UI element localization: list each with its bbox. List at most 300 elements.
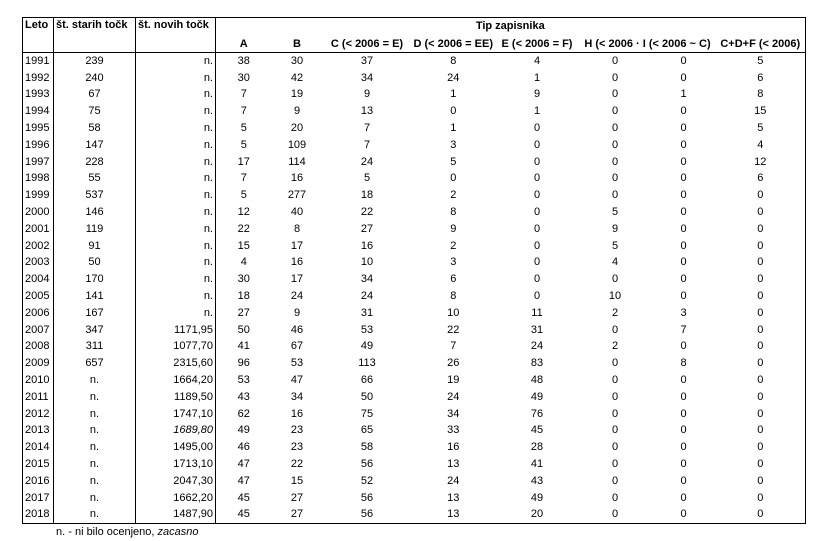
- table-row: [23, 439, 806, 456]
- cell-year: 2007: [23, 322, 54, 339]
- cell-type-e: 11: [531, 306, 543, 319]
- cell-type-cdf: 0: [716, 255, 805, 272]
- cell-type-d: 13: [447, 458, 460, 471]
- table-row: [23, 87, 806, 104]
- cell-type-e: 1: [533, 105, 541, 118]
- cell-type-b: 277: [287, 189, 307, 202]
- cell-new-points: 1664,20: [136, 372, 216, 389]
- cell-type-a: 30: [237, 273, 250, 286]
- cell-type-i: 0: [680, 189, 687, 202]
- cell-new-points: n.: [136, 154, 216, 171]
- cell-type-b: 23: [290, 441, 304, 454]
- header-type-b: B: [272, 35, 323, 53]
- cell-type-h: 0: [611, 407, 619, 420]
- cell-type-i: 0: [680, 441, 687, 454]
- cell-type-a: 62: [237, 407, 250, 420]
- table-row: [23, 339, 806, 356]
- cell-year: 2004: [23, 271, 54, 288]
- cell-new-points: n.: [136, 305, 216, 322]
- cell-type-d: 1: [450, 122, 457, 135]
- cell-new-points: n.: [136, 87, 216, 104]
- cell-type-e: 0: [533, 206, 541, 219]
- cell-type-cdf: 0: [716, 507, 805, 524]
- table-row: [23, 221, 806, 238]
- cell-type-cdf: 5: [716, 120, 805, 137]
- cell-type-b: 8: [293, 222, 301, 235]
- cell-type-i: 0: [680, 138, 687, 151]
- cell-type-c: 34: [360, 273, 374, 286]
- cell-type-d: 24: [447, 474, 460, 487]
- cell-type-c: 49: [360, 340, 374, 353]
- cell-type-c: 24: [360, 290, 374, 303]
- cell-year: 1999: [23, 187, 54, 204]
- cell-type-h: 0: [611, 88, 619, 101]
- cell-old-points: n.: [54, 473, 136, 490]
- cell-type-b: 9: [293, 105, 301, 118]
- cell-type-e: 24: [530, 340, 544, 353]
- cell-new-points: n.: [136, 103, 216, 120]
- cell-type-a: 18: [237, 290, 250, 303]
- cell-type-h: 0: [611, 273, 619, 286]
- cell-type-h: 10: [608, 290, 622, 303]
- cell-old-points: 119: [54, 221, 136, 238]
- cell-type-c: 50: [360, 390, 374, 403]
- cell-old-points: 347: [54, 322, 136, 339]
- cell-type-b: 15: [290, 474, 304, 487]
- cell-type-i: 0: [680, 458, 687, 471]
- cell-type-e: 0: [533, 155, 541, 168]
- cell-type-cdf: 0: [716, 473, 805, 490]
- table-row: [23, 322, 806, 339]
- cell-year: 1997: [23, 154, 54, 171]
- cell-new-points: n.: [136, 255, 216, 272]
- cell-type-c: 56: [360, 491, 374, 504]
- cell-type-h: 0: [611, 357, 619, 370]
- table-row: [23, 271, 806, 288]
- cell-type-e: 9: [533, 88, 541, 101]
- cell-type-d: 7: [450, 340, 457, 353]
- header-year: Leto: [23, 18, 54, 53]
- cell-type-a: 5: [240, 138, 247, 151]
- cell-type-h: 0: [611, 441, 619, 454]
- cell-old-points: 67: [54, 87, 136, 104]
- cell-type-c: 65: [360, 424, 374, 437]
- cell-new-points: 1713,10: [136, 456, 216, 473]
- cell-type-d: 3: [450, 256, 457, 269]
- cell-type-h: 0: [611, 155, 619, 168]
- cell-type-a: 5: [240, 122, 247, 135]
- cell-old-points: n.: [54, 372, 136, 389]
- cell-type-c: 58: [360, 441, 374, 454]
- cell-type-i: 0: [680, 474, 687, 487]
- cell-type-b: 42: [290, 71, 304, 84]
- cell-type-i: 8: [680, 357, 687, 370]
- cell-type-cdf: 0: [716, 372, 805, 389]
- cell-type-h: 0: [611, 424, 619, 437]
- cell-old-points: 75: [54, 103, 136, 120]
- cell-old-points: n.: [54, 406, 136, 423]
- cell-old-points: n.: [54, 490, 136, 507]
- cell-new-points: n.: [136, 171, 216, 188]
- cell-type-h: 0: [611, 54, 619, 67]
- cell-type-a: 7: [240, 88, 247, 101]
- cell-year: 2018: [23, 507, 54, 524]
- cell-old-points: 167: [54, 305, 136, 322]
- cell-type-h: 5: [611, 206, 619, 219]
- cell-type-b: 34: [290, 390, 304, 403]
- cell-type-e: 48: [530, 374, 544, 387]
- cell-type-a: 45: [216, 507, 272, 524]
- cell-type-h: 0: [611, 189, 619, 202]
- cell-type-cdf: 12: [716, 154, 805, 171]
- cell-type-b: 27: [290, 491, 304, 504]
- cell-type-a: 22: [237, 222, 250, 235]
- cell-type-d: 16: [447, 441, 460, 454]
- cell-type-cdf: 0: [716, 187, 805, 204]
- cell-type-i: 0: [680, 340, 687, 353]
- cell-type-h: 0: [611, 474, 619, 487]
- cell-type-d: 33: [447, 424, 460, 437]
- header-type-a: A: [216, 35, 272, 53]
- cell-type-e: 45: [530, 424, 544, 437]
- table-row: [23, 389, 806, 406]
- table-row: [23, 355, 806, 372]
- cell-type-c: 53: [360, 323, 374, 336]
- cell-year: 2013: [23, 423, 54, 440]
- cell-new-points: n.: [136, 137, 216, 154]
- cell-type-d: 26: [447, 357, 460, 370]
- cell-type-c: 52: [360, 474, 374, 487]
- cell-year: 2002: [23, 238, 54, 255]
- cell-type-h: 0: [611, 323, 619, 336]
- cell-type-a: 49: [237, 424, 250, 437]
- footnote-italic-text: zacasno: [157, 526, 199, 538]
- cell-type-d: 8: [450, 206, 457, 219]
- cell-new-points: 1077,70: [136, 339, 216, 356]
- header-type-c: C (< 2006 = E): [323, 35, 412, 53]
- cell-type-e: 0: [533, 239, 541, 252]
- cell-old-points: 311: [54, 339, 136, 356]
- cell-type-h: 0: [611, 491, 619, 504]
- cell-new-points: n.: [136, 187, 216, 204]
- cell-type-e: 4: [533, 54, 541, 67]
- table-row: [23, 423, 806, 440]
- cell-year: 2005: [23, 288, 54, 305]
- cell-type-i: 1: [680, 88, 687, 101]
- cell-year: 1995: [23, 120, 54, 137]
- cell-year: 2012: [23, 406, 54, 423]
- cell-type-cdf: 0: [716, 355, 805, 372]
- cell-type-e: 0: [533, 273, 541, 286]
- cell-type-d: 24: [447, 390, 460, 403]
- cell-type-c: 113: [358, 357, 376, 370]
- cell-type-e: 20: [495, 507, 579, 524]
- cell-new-points: 2047,30: [136, 473, 216, 490]
- cell-type-b: 47: [290, 374, 304, 387]
- cell-type-h: 0: [611, 71, 619, 84]
- cell-type-a: 27: [237, 306, 250, 319]
- cell-type-b: 23: [290, 424, 304, 437]
- footnote-text: n. - ni bilo ocenjeno,: [56, 526, 158, 538]
- cell-new-points: n.: [136, 120, 216, 137]
- cell-type-cdf: 0: [716, 339, 805, 356]
- cell-type-e: 0: [533, 189, 541, 202]
- cell-type-cdf: 0: [716, 204, 805, 221]
- table-row: [23, 288, 806, 305]
- cell-year: 1998: [23, 171, 54, 188]
- cell-old-points: 239: [54, 53, 136, 70]
- cell-type-d: 3: [450, 138, 457, 151]
- cell-new-points: 1487,90: [136, 507, 216, 524]
- cell-type-d: 9: [450, 222, 457, 235]
- cell-old-points: n.: [54, 439, 136, 456]
- cell-type-e: 28: [530, 441, 544, 454]
- cell-type-c: 66: [360, 374, 374, 387]
- cell-year: 2016: [23, 473, 54, 490]
- cell-type-b: 17: [290, 239, 304, 252]
- table-row: [23, 456, 806, 473]
- cell-type-c: 7: [363, 138, 371, 151]
- header-new-points: št. novih točk: [136, 18, 216, 53]
- cell-type-h: 2: [611, 340, 619, 353]
- cell-type-d: 8: [450, 54, 457, 67]
- header-type-h-i: H (< 2006 · I (< 2006 ~ C): [579, 35, 716, 53]
- cell-old-points: n.: [54, 423, 136, 440]
- cell-type-a: 4: [240, 256, 247, 269]
- cell-type-e: 76: [530, 407, 544, 420]
- table-row: [23, 372, 806, 389]
- cell-type-c: 9: [363, 88, 371, 101]
- cell-type-c: 13: [360, 105, 374, 118]
- cell-type-cdf: 0: [716, 439, 805, 456]
- cell-old-points: 170: [54, 271, 136, 288]
- cell-type-h: 0: [611, 172, 619, 185]
- cell-type-cdf: 0: [716, 456, 805, 473]
- cell-type-cdf: 0: [716, 490, 805, 507]
- cell-type-a: 12: [237, 206, 250, 219]
- cell-year: 1992: [23, 70, 54, 87]
- cell-type-h: 0: [611, 374, 619, 387]
- cell-old-points: 58: [54, 120, 136, 137]
- cell-type-a: 15: [237, 239, 250, 252]
- cell-type-i: 0: [680, 407, 687, 420]
- table-row: [23, 187, 806, 204]
- cell-type-i: 0: [680, 222, 687, 235]
- cell-year: 2006: [23, 305, 54, 322]
- cell-type-c: 56: [360, 458, 374, 471]
- cell-type-cdf: 0: [716, 406, 805, 423]
- cell-type-i: 0: [680, 273, 687, 286]
- cell-old-points: 147: [54, 137, 136, 154]
- table-row: [23, 171, 806, 188]
- cell-type-a: 5: [240, 189, 247, 202]
- cell-type-a: 45: [237, 491, 250, 504]
- cell-type-i: 0: [680, 172, 687, 185]
- cell-type-a: 47: [237, 474, 250, 487]
- cell-type-i: 0: [680, 71, 687, 84]
- cell-new-points: 1171,95: [136, 322, 216, 339]
- cell-type-d: 0: [450, 172, 457, 185]
- cell-type-b: 19: [290, 88, 304, 101]
- cell-type-a: 38: [237, 54, 250, 67]
- cell-type-b: 114: [288, 155, 306, 168]
- cell-type-h: 5: [611, 239, 619, 252]
- cell-type-e: 0: [533, 138, 541, 151]
- cell-type-cdf: 0: [716, 221, 805, 238]
- table-row: [23, 305, 806, 322]
- cell-type-b: 67: [290, 340, 304, 353]
- cell-year: 2008: [23, 339, 54, 356]
- cell-type-c: 31: [360, 306, 374, 319]
- cell-type-b: 40: [290, 206, 304, 219]
- cell-new-points: n.: [136, 53, 216, 70]
- cell-old-points: 240: [54, 70, 136, 87]
- cell-type-cdf: 0: [716, 389, 805, 406]
- cell-type-h: 9: [611, 222, 619, 235]
- cell-type-h: 0: [611, 122, 619, 135]
- cell-type-b: 53: [290, 357, 304, 370]
- cell-type-c: 75: [360, 407, 374, 420]
- cell-type-cdf: 0: [716, 423, 805, 440]
- cell-type-b: 109: [287, 138, 307, 151]
- cell-type-i: 0: [680, 155, 687, 168]
- cell-new-points: n.: [136, 221, 216, 238]
- cell-type-d: 1: [450, 88, 457, 101]
- table-row: [23, 204, 806, 221]
- cell-year: 2014: [23, 439, 54, 456]
- cell-type-a: 7: [240, 105, 247, 118]
- cell-type-a: 46: [237, 441, 250, 454]
- cell-type-h: 0: [611, 390, 619, 403]
- table-row: [23, 103, 806, 120]
- cell-old-points: 537: [54, 187, 136, 204]
- cell-type-e: 49: [530, 390, 544, 403]
- cell-type-c: 37: [360, 54, 374, 67]
- cell-type-d: 0: [450, 105, 457, 118]
- cell-type-h: 0: [611, 105, 619, 118]
- cell-type-e: 0: [533, 256, 541, 269]
- header-type-cdf: C+D+F (< 2006): [716, 35, 805, 53]
- cell-type-e: 0: [533, 122, 541, 135]
- table-row: [23, 70, 806, 87]
- cell-type-cdf: 4: [716, 137, 805, 154]
- header-type-d: D (< 2006 = EE): [412, 35, 496, 53]
- cell-type-a: 43: [237, 390, 250, 403]
- cell-old-points: n.: [54, 507, 136, 524]
- cell-type-h: 0: [611, 138, 619, 151]
- data-table: [22, 17, 806, 524]
- cell-type-cdf: 5: [716, 53, 805, 70]
- cell-type-a: 17: [237, 155, 250, 168]
- cell-type-b: 30: [290, 54, 304, 67]
- cell-type-i: 7: [680, 323, 687, 336]
- header-old-points: št. starih točk: [54, 18, 136, 53]
- table-row: [23, 154, 806, 171]
- cell-type-i: 0: [651, 507, 716, 524]
- cell-year: 2001: [23, 221, 54, 238]
- cell-type-a: 96: [237, 357, 250, 370]
- cell-type-i: 0: [680, 374, 687, 387]
- cell-type-i: 0: [680, 105, 687, 118]
- cell-type-e: 31: [530, 323, 544, 336]
- cell-type-cdf: 0: [716, 305, 805, 322]
- cell-type-e: 41: [530, 458, 544, 471]
- cell-old-points: 50: [54, 255, 136, 272]
- cell-type-i: 0: [680, 424, 687, 437]
- cell-type-cdf: 6: [716, 70, 805, 87]
- table-row: [23, 137, 806, 154]
- cell-old-points: 91: [54, 238, 136, 255]
- cell-new-points: 2315,60: [136, 355, 216, 372]
- cell-old-points: 55: [54, 171, 136, 188]
- footnote: [56, 526, 199, 538]
- cell-year: 2003: [23, 255, 54, 272]
- cell-type-a: 7: [240, 172, 247, 185]
- cell-type-cdf: 0: [716, 288, 805, 305]
- cell-type-h: 0: [579, 507, 651, 524]
- table-row: [23, 490, 806, 507]
- cell-type-b: 16: [290, 172, 304, 185]
- cell-type-e: 49: [530, 491, 544, 504]
- cell-type-e: 1: [533, 71, 541, 84]
- table-row: [23, 238, 806, 255]
- cell-type-b: 46: [290, 323, 304, 336]
- data-table-container: [22, 17, 806, 524]
- cell-new-points: n.: [136, 238, 216, 255]
- cell-type-d: 24: [447, 71, 460, 84]
- table-row: [23, 473, 806, 490]
- cell-type-d: 2: [450, 189, 457, 202]
- cell-year: 1996: [23, 137, 54, 154]
- cell-year: 1991: [23, 53, 54, 70]
- cell-type-d: 13: [447, 491, 460, 504]
- cell-old-points: n.: [54, 456, 136, 473]
- cell-type-e: 0: [533, 290, 541, 303]
- cell-type-e: 0: [533, 172, 541, 185]
- table-body: [23, 53, 806, 524]
- table-row: [23, 53, 806, 70]
- cell-year: 2015: [23, 456, 54, 473]
- cell-type-i: 0: [680, 491, 687, 504]
- cell-type-b: 9: [293, 306, 301, 319]
- cell-year: 2009: [23, 355, 54, 372]
- cell-new-points: n.: [136, 204, 216, 221]
- cell-type-cdf: 0: [716, 271, 805, 288]
- cell-new-points: 1747,10: [136, 406, 216, 423]
- cell-type-c: 24: [360, 155, 374, 168]
- cell-type-i: 0: [680, 256, 687, 269]
- cell-new-points: n.: [136, 70, 216, 87]
- cell-type-e: 83: [530, 357, 544, 370]
- table-row: [23, 120, 806, 137]
- cell-type-b: 20: [290, 122, 304, 135]
- cell-type-e: 0: [533, 222, 541, 235]
- cell-type-c: 10: [360, 256, 374, 269]
- cell-old-points: n.: [54, 389, 136, 406]
- cell-type-d: 22: [447, 323, 460, 336]
- cell-type-i: 0: [680, 206, 687, 219]
- cell-new-points: 1689,80: [136, 423, 216, 440]
- cell-type-cdf: 15: [716, 103, 805, 120]
- cell-type-c: 34: [360, 71, 374, 84]
- cell-type-h: 0: [611, 458, 619, 471]
- cell-old-points: 146: [54, 204, 136, 221]
- cell-year: 2017: [23, 490, 54, 507]
- cell-type-d: 2: [450, 239, 457, 252]
- cell-type-c: 7: [363, 122, 371, 135]
- cell-old-points: 657: [54, 355, 136, 372]
- cell-type-cdf: 0: [716, 238, 805, 255]
